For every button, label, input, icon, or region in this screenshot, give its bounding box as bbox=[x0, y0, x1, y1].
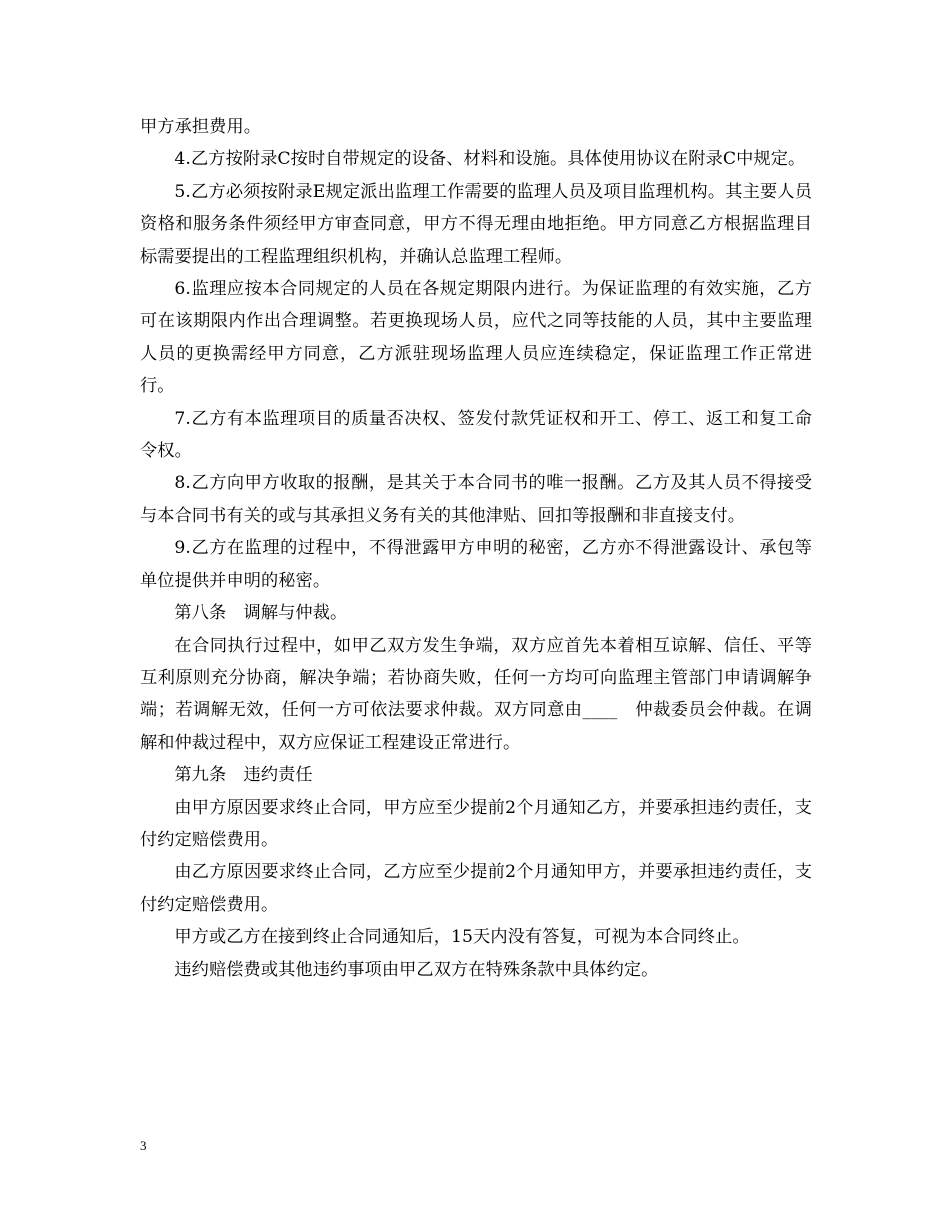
paragraph: 9.乙方在监理的过程中，不得泄露甲方申明的秘密，乙方亦不得泄露设计、承包等单位提供并申明的秘密。 bbox=[140, 538, 812, 591]
paragraph: 违约赔偿费或其他违约事项由甲乙双方在特殊条款中具体约定。 bbox=[174, 959, 659, 980]
paragraph: 4.乙方按附录C按时自带规定的设备、材料和设施。具体使用协议在附录C中规定。 bbox=[174, 149, 806, 170]
page-number: 3 bbox=[140, 1138, 147, 1153]
paragraph: 甲方承担费用。 bbox=[140, 117, 262, 137]
paragraph: 在合同执行过程中，如甲乙双方发生争端，双方应首先本着相互谅解、信任、平等互利原则充分协商，解决争端；若协商失败，任何一方均可向监理主管部门申请调解争端；若调解无效，任何一方可依法要求仲裁。双方同意由____ 仲裁委员会仲裁。在调解和仲裁过程中，双方应保证工程建设正常进行。 bbox=[140, 635, 812, 753]
section-heading: 第八条 调解与仲裁。 bbox=[174, 603, 348, 624]
section-heading: 第九条 违约责任 bbox=[174, 765, 313, 786]
paragraph: 由乙方原因要求终止合同，乙方应至少提前2个月通知甲方，并要承担违约责任，支付约定赔偿费用。 bbox=[140, 862, 812, 915]
paragraph: 8.乙方向甲方收取的报酬，是其关于本合同书的唯一报酬。乙方及其人员不得接受与本合同书有关的或与其承担义务有关的其他津贴、回扣等报酬和非直接支付。 bbox=[140, 473, 812, 526]
paragraph: 由甲方原因要求终止合同，甲方应至少提前2个月通知乙方，并要承担违约责任，支付约定赔偿费用。 bbox=[140, 797, 812, 850]
paragraph: 7.乙方有本监理项目的质量否决权、签发付款凭证权和开工、停工、返工和复工命令权。 bbox=[140, 408, 812, 462]
paragraph: 5.乙方必须按附录E规定派出监理工作需要的监理人员及项目监理机构。其主要人员资格和服务条件须经甲方审查同意，甲方不得无理由地拒绝。甲方同意乙方根据监理目标需要提出的工程监理组织机构，并确认总监理工程师。 bbox=[140, 181, 812, 267]
document-body bbox=[140, 111, 812, 986]
paragraph: 甲方或乙方在接到终止合同通知后，15天内没有答复，可视为本合同终止。 bbox=[174, 927, 750, 948]
paragraph: 6.监理应按本合同规定的人员在各规定期限内进行。为保证监理的有效实施，乙方可在该期限内作出合理调整。若更换现场人员，应代之同等技能的人员，其中主要监理人员的更换需经甲方同意，乙方派驻现场监理人员应连续稳定，保证监理工作正常进行。 bbox=[140, 279, 812, 397]
